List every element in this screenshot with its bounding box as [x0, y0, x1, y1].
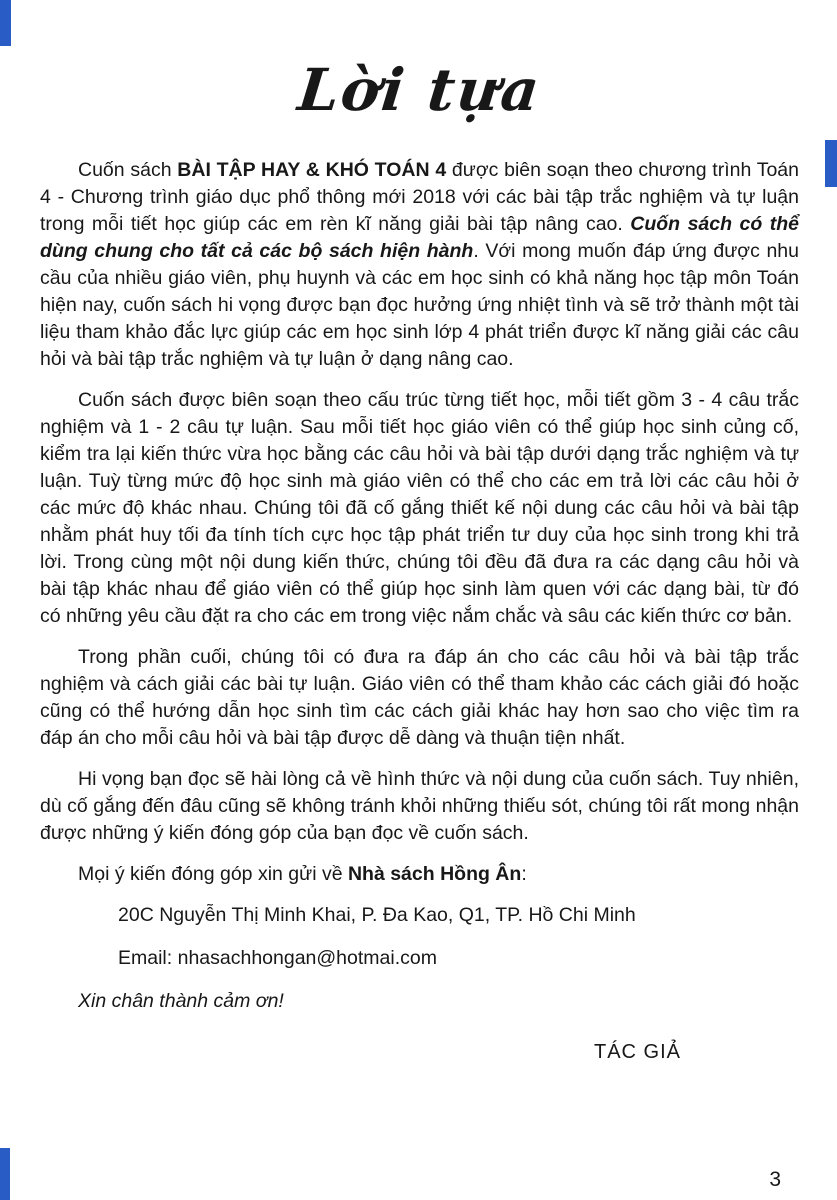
scan-edge-mark-bottom-left [0, 1148, 10, 1200]
paragraph: Cuốn sách được biên soạn theo cấu trúc từng tiết học, mỗi tiết gồm 3 - 4 câu trắc nghiệm và 1 - 2 câu tự luận. Sau mỗi tiết học giáo viên có thể giúp học sinh củng cố, kiểm tra lại kiến thức vừa học bằng các câu hỏi và bài tập dưới dạng trắc nghiệm và tự luận. Tuỳ từng mức độ học sinh mà giáo viên có thể cho các em trả lời các câu hỏi ở các mức độ khác nhau. Chúng tôi đã cố gắng thiết kế nội dung các câu hỏi và bài tập nhằm phát huy tối đa tính tích cực học tập phát triển tư duy của học sinh trong khi trả lời. Trong cùng một nội dung kiến thức, chúng tôi đều đã đưa ra các dạng câu hỏi và bài tập khác nhau để giáo viên có thể giúp học sinh làm quen với các dạng bài, từ đó có những yêu cầu đặt ra cho các em trong việc nắm chắc và sâu các kiến thức cơ bản. [40, 389, 799, 628]
paragraph: Trong phần cuối, chúng tôi có đưa ra đáp án cho các câu hỏi và bài tập trắc nghiệm và cách giải các bài tự luận. Giáo viên có thể tham khảo các cách giải đó hoặc cũng có thể hướng dẫn học sinh tìm các cách giải khác hay hơn sao cho việc tìm ra đáp án cho mỗi câu hỏi và bài tập được dễ dàng và thuận tiện nhất. [40, 646, 799, 750]
publisher-email: Email: nhasachhongan@hotmai.com [118, 947, 437, 970]
scan-edge-mark-right [825, 140, 837, 187]
scan-edge-mark-top-left [0, 0, 11, 46]
author-signature: TÁC GIẢ [593, 1041, 681, 1064]
body-paragraphs [40, 157, 799, 847]
preface-title: Lời tựa [294, 56, 545, 124]
thanks-line: Xin chân thành cảm ơn! [78, 990, 284, 1013]
page-number: 3 [769, 1168, 781, 1191]
publisher-address: 20C Nguyễn Thị Minh Khai, P. Đa Kao, Q1, TP. Hồ Chi Minh [118, 904, 636, 927]
paragraph: Hi vọng bạn đọc sẽ hài lòng cả về hình thức và nội dung của cuốn sách. Tuy nhiên, dù cố gắng đến đâu cũng sẽ không tránh khỏi những thiếu sót, chúng tôi rất mong nhận được những ý kiến đóng góp của bạn đọc về cuốn sách. [40, 768, 799, 845]
paragraph: Cuốn sách BÀI TẬP HAY & KHÓ TOÁN 4 được biên soạn theo chương trình Toán 4 - Chương trình giáo dục phổ thông mới 2018 với các bài tập trắc nghiệm và tự luận trong mỗi tiết học giúp các em rèn kĩ năng giải bài tập nâng cao. Cuốn sách có thể dùng chung cho tất cả các bộ sách hiện hành. Với mong muốn đáp ứng được nhu cầu của nhiều giáo viên, phụ huynh và các em học sinh có khả năng học tập môn Toán hiện nay, cuốn sách hi vọng được bạn đọc hưởng ứng nhiệt tình và sẽ trở thành một tài liệu tham khảo đắc lực giúp các em học sinh lớp 4 phát triển được kĩ năng giải các câu hỏi và bài tập trắc nghiệm và tự luận ở dạng nâng cao. [40, 159, 799, 371]
contact-intro-line: Mọi ý kiến đóng góp xin gửi về Nhà sách Hồng Ân: [78, 863, 527, 886]
